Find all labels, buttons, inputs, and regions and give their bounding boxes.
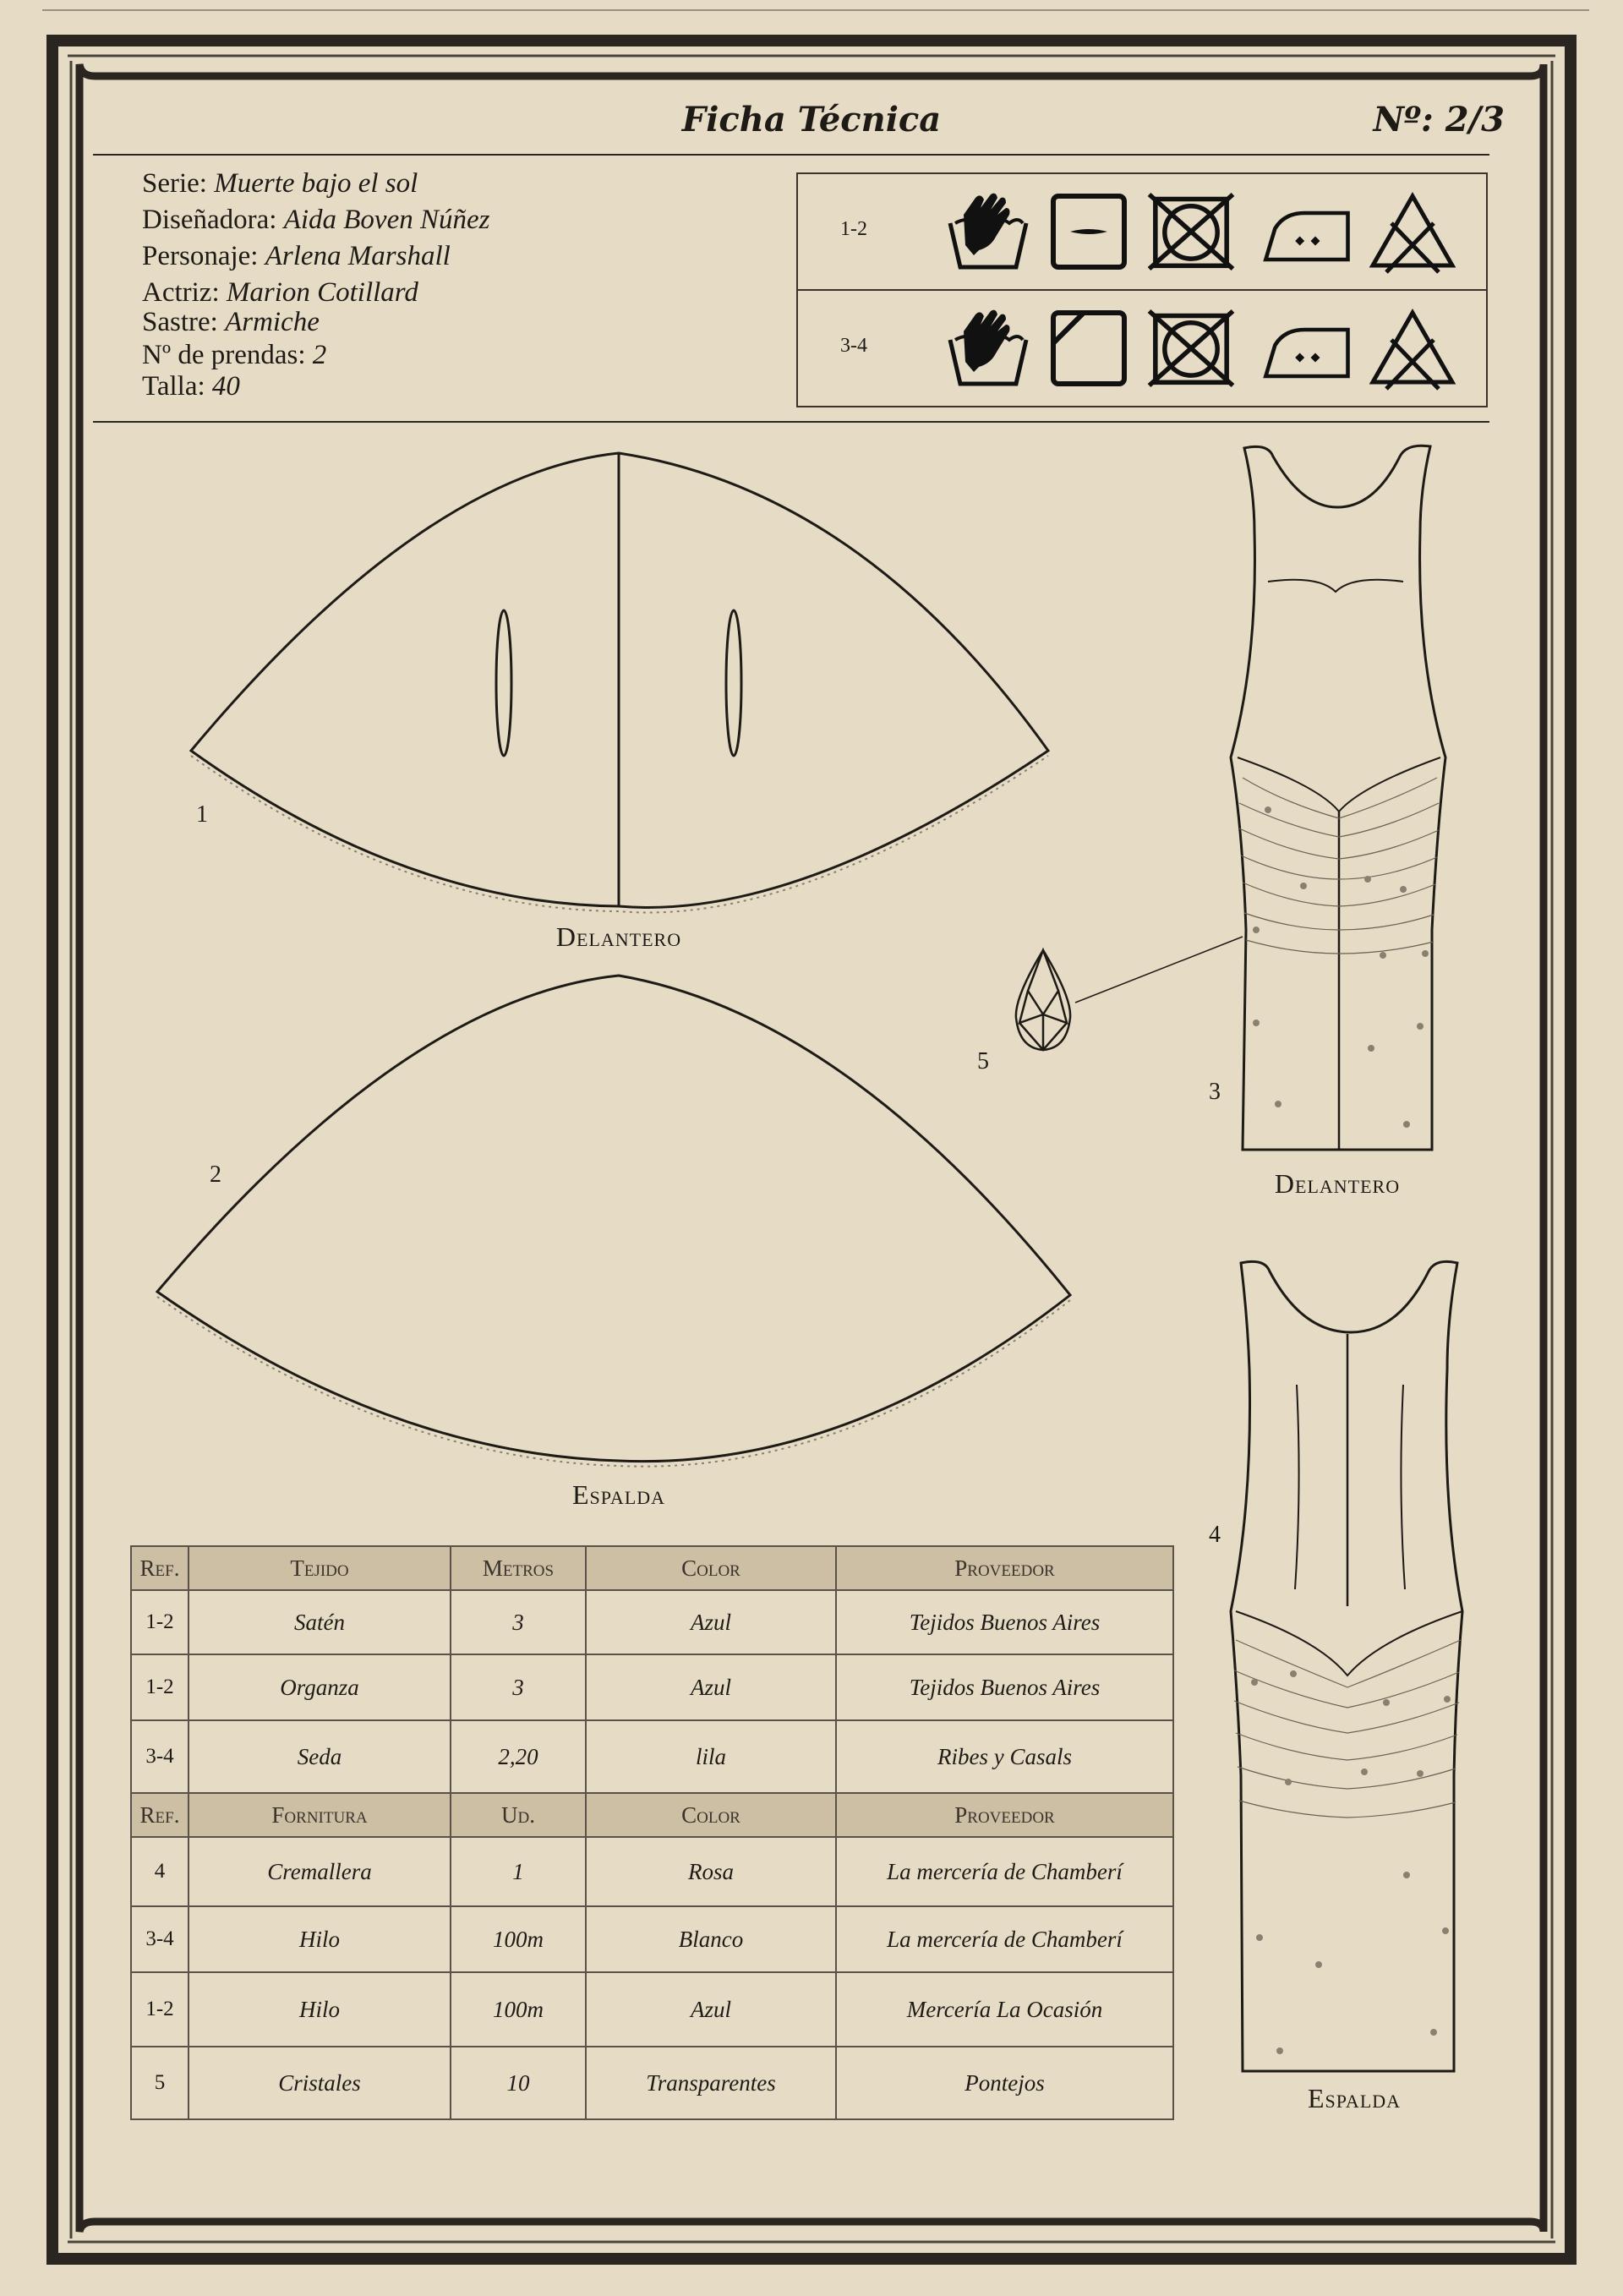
- table-cell: 1: [451, 1837, 586, 1906]
- table-row: [131, 1837, 1173, 1906]
- table-cell: 3: [451, 1590, 586, 1654]
- table-cell: 100m: [451, 1972, 586, 2047]
- table-cell: Mercería La Ocasión: [836, 1972, 1173, 2047]
- cape-back-pattern: [157, 976, 1070, 1467]
- table-row: [131, 2047, 1173, 2119]
- info-label: Personaje:: [142, 241, 265, 271]
- table-cell: 1-2: [131, 1654, 189, 1720]
- trim-header-row: [131, 1793, 1173, 1837]
- table-cell: 4: [131, 1837, 189, 1906]
- fabric-header-row: [131, 1546, 1173, 1590]
- table-cell: Cristales: [189, 2047, 451, 2119]
- table-cell: 1-2: [131, 1590, 189, 1654]
- piece-number: 3: [1209, 1079, 1221, 1105]
- info-value: Armiche: [225, 307, 320, 337]
- table-cell: 3: [451, 1654, 586, 1720]
- piece-label-dress-front: Delantero: [1274, 1168, 1401, 1199]
- table-cell: Cremallera: [189, 1837, 451, 1906]
- cape-front-pattern: [191, 453, 1048, 912]
- info-label: Sastre:: [142, 307, 226, 337]
- table-cell: Tejidos Buenos Aires: [836, 1590, 1173, 1654]
- materials-table: [130, 1545, 1174, 2120]
- piece-number: 2: [210, 1162, 221, 1188]
- info-value: Aida Boven Núñez: [283, 205, 490, 235]
- info-value: Arlena Marshall: [265, 241, 451, 271]
- table-cell: Ribes y Casals: [836, 1720, 1173, 1793]
- table-cell: La mercería de Chamberí: [836, 1837, 1173, 1906]
- care-ref: 3-4: [840, 335, 867, 357]
- info-label: Serie:: [142, 168, 215, 199]
- table-cell: 3-4: [131, 1906, 189, 1972]
- info-label: Diseñadora:: [142, 205, 284, 235]
- table-row: [131, 1906, 1173, 1972]
- table-cell: La mercería de Chamberí: [836, 1906, 1173, 1972]
- info-label: Actriz:: [142, 277, 227, 308]
- table-row: [131, 1972, 1173, 2047]
- table-cell: Blanco: [586, 1906, 836, 1972]
- table-cell: Seda: [189, 1720, 451, 1793]
- page-title: Ficha Técnica: [681, 100, 942, 139]
- sheet-number: Nº: 2/3: [1373, 100, 1505, 139]
- column-header: Proveedor: [836, 1546, 1173, 1590]
- column-header: Proveedor: [836, 1793, 1173, 1837]
- table-cell: 3-4: [131, 1720, 189, 1793]
- table-cell: 1-2: [131, 1972, 189, 2047]
- column-header: Color: [586, 1793, 836, 1837]
- piece-number: 4: [1209, 1522, 1221, 1548]
- piece-number: 5: [977, 1048, 989, 1074]
- info-value: Muerte bajo el sol: [214, 168, 418, 199]
- info-label: Nº de prendas:: [142, 340, 313, 370]
- table-row: [131, 1590, 1173, 1654]
- table-cell: Organza: [189, 1654, 451, 1720]
- table-cell: Satén: [189, 1590, 451, 1654]
- table-cell: Pontejos: [836, 2047, 1173, 2119]
- table-cell: 2,20: [451, 1720, 586, 1793]
- piece-label-dress-back: Espalda: [1307, 2083, 1402, 2113]
- column-header: Metros: [451, 1546, 586, 1590]
- dress-front-drawing: [1231, 446, 1445, 1150]
- piece-number: 1: [196, 801, 208, 828]
- table-cell: 10: [451, 2047, 586, 2119]
- table-cell: Hilo: [189, 1972, 451, 2047]
- table-cell: lila: [586, 1720, 836, 1793]
- column-header: Ref.: [131, 1546, 189, 1590]
- table-cell: Azul: [586, 1972, 836, 2047]
- piece-label-cape-back: Espalda: [571, 1479, 666, 1510]
- table-cell: Azul: [586, 1590, 836, 1654]
- crystal-detail: [1016, 937, 1243, 1050]
- info-value: 2: [312, 340, 327, 370]
- dress-back-drawing: [1231, 1261, 1462, 2071]
- table-cell: 100m: [451, 1906, 586, 1972]
- table-cell: Azul: [586, 1654, 836, 1720]
- table-cell: Rosa: [586, 1837, 836, 1906]
- info-value: Marion Cotillard: [226, 277, 418, 308]
- table-row: [131, 1654, 1173, 1720]
- column-header: Fornitura: [189, 1793, 451, 1837]
- info-value: 40: [211, 371, 240, 402]
- column-header: Tejido: [189, 1546, 451, 1590]
- table-cell: 5: [131, 2047, 189, 2119]
- table-cell: Transparentes: [586, 2047, 836, 2119]
- care-ref: 1-2: [840, 218, 867, 240]
- column-header: Ref.: [131, 1793, 189, 1837]
- info-label: Talla:: [142, 371, 212, 402]
- column-header: Ud.: [451, 1793, 586, 1837]
- column-header: Color: [586, 1546, 836, 1590]
- table-row: [131, 1720, 1173, 1793]
- piece-label-cape-front: Delantero: [555, 921, 682, 952]
- table-cell: Tejidos Buenos Aires: [836, 1654, 1173, 1720]
- table-cell: Hilo: [189, 1906, 451, 1972]
